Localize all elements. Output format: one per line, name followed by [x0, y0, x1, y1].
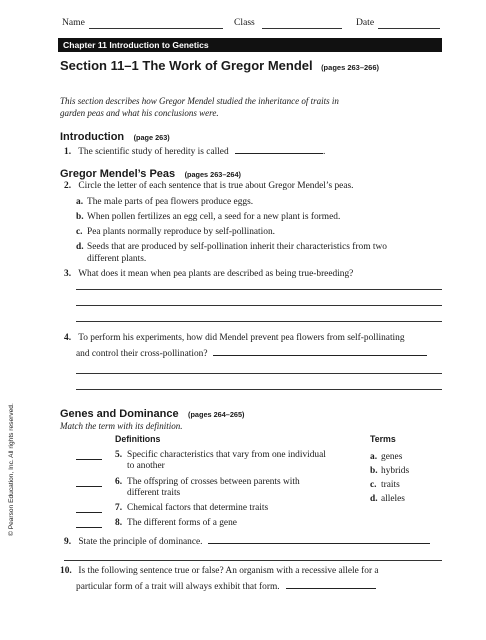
question-9-answer-inline[interactable]: [208, 535, 430, 544]
question-3-answer-line-3[interactable]: [76, 321, 442, 322]
term-d-text: alleles: [381, 494, 405, 504]
question-4: [64, 332, 405, 344]
name-field-line[interactable]: [89, 28, 223, 29]
question-1-end: .: [323, 147, 326, 157]
choice-c[interactable]: [76, 226, 275, 238]
choice-a[interactable]: [76, 196, 253, 208]
definition-5-blank[interactable]: [76, 459, 102, 460]
definition-8-blank[interactable]: [76, 527, 102, 528]
date-label: Date: [356, 17, 375, 28]
chapter-banner: Chapter 11 Introduction to Genetics: [58, 38, 442, 52]
definition-6-blank[interactable]: [76, 486, 102, 487]
introduction-heading: [60, 127, 170, 145]
choice-c-text: Pea plants normally reproduce by self-pollination.: [87, 227, 275, 237]
definition-5-number: 5.: [115, 450, 123, 460]
genes-heading-text: Genes and Dominance: [60, 408, 179, 420]
term-c: [370, 479, 400, 491]
question-1-text: The scientific study of heredity is called: [78, 147, 229, 157]
introduction-pages: (page 263): [133, 133, 170, 142]
definition-8-line-1: The different forms of a gene: [127, 518, 237, 528]
choice-c-letter[interactable]: c.: [76, 227, 83, 237]
question-10-line-2: particular form of a trait will always exhibit that form.: [76, 582, 280, 592]
copyright-notice: © Pearson Education, Inc. All rights reserved.: [8, 403, 15, 536]
question-1-answer-line[interactable]: [235, 145, 323, 154]
term-a-text: genes: [381, 452, 403, 462]
question-3: [64, 268, 353, 280]
name-label: Name: [62, 17, 85, 28]
section-title-pages: (pages 263–266): [321, 63, 380, 72]
question-4-answer-line-2[interactable]: [76, 389, 442, 390]
question-9: [64, 535, 430, 548]
question-9-text: State the principle of dominance.: [78, 537, 203, 547]
intro-line-2: garden peas and what his conclusions were.: [60, 107, 219, 118]
intro-line-1: This section describes how Gregor Mendel studied the inheritance of traits in: [60, 96, 339, 106]
definition-8: [115, 517, 237, 529]
question-10-answer-line[interactable]: [286, 580, 376, 589]
question-2-number: 2.: [64, 181, 72, 191]
peas-pages: (pages 263–264): [184, 170, 241, 179]
question-4-answer-inline[interactable]: [213, 347, 427, 356]
choice-b[interactable]: [76, 211, 340, 223]
choice-d-line-2: different plants.: [87, 254, 147, 264]
definition-7-blank[interactable]: [76, 512, 102, 513]
peas-heading-text: Gregor Mendel’s Peas: [60, 168, 176, 180]
term-c-letter: c.: [370, 480, 377, 490]
definition-7: [115, 502, 268, 514]
introduction-heading-text: Introduction: [60, 131, 125, 143]
term-b-letter: b.: [370, 466, 378, 476]
definition-5-line-1: Specific characteristics that vary from one individual: [127, 450, 326, 460]
question-4-line-1: To perform his experiments, how did Mendel prevent pea flowers from self-pollinating: [78, 333, 405, 343]
choice-a-text: The male parts of pea flowers produce eggs.: [87, 197, 254, 207]
term-d-letter: d.: [370, 494, 378, 504]
definition-7-line-1: Chemical factors that determine traits: [127, 503, 269, 513]
question-10-line-2-row: [76, 580, 376, 593]
class-label: Class: [234, 17, 255, 28]
choice-d[interactable]: [76, 241, 387, 253]
definition-8-number: 8.: [115, 518, 123, 528]
question-1-number: 1.: [64, 147, 72, 157]
question-4-line-2: and control their cross-pollination?: [76, 349, 208, 359]
definition-5-line-2: to another: [127, 461, 165, 471]
section-title-text: Section 11–1 The Work of Gregor Mendel: [60, 58, 313, 73]
genes-pages: (pages 264–265): [188, 410, 245, 419]
term-b-text: hybrids: [381, 466, 410, 476]
term-a-letter: a.: [370, 452, 378, 462]
choice-b-text: When pollen fertilizes an egg cell, a seed for a new plant is formed.: [87, 212, 341, 222]
terms-header: Terms: [370, 434, 396, 444]
question-2-text: Circle the letter of each sentence that is true about Gregor Mendel’s peas.: [78, 181, 354, 191]
question-9-answer-line[interactable]: [64, 560, 442, 561]
term-d: [370, 493, 405, 505]
question-9-number: 9.: [64, 537, 72, 547]
choice-b-letter[interactable]: b.: [76, 212, 84, 222]
choice-a-letter[interactable]: a.: [76, 197, 84, 207]
date-field-line[interactable]: [378, 28, 440, 29]
question-3-answer-line-1[interactable]: [76, 289, 442, 290]
question-10-line-1: Is the following sentence true or false? An organism with a recessive allele for a: [78, 566, 379, 576]
question-10-number: 10.: [60, 566, 72, 576]
question-2: [64, 180, 354, 192]
question-3-answer-line-2[interactable]: [76, 305, 442, 306]
definition-6-number: 6.: [115, 477, 123, 487]
intro-paragraph: [60, 96, 339, 119]
choice-d-letter[interactable]: d.: [76, 242, 84, 252]
term-b: [370, 465, 409, 477]
definition-6-line-1: The offspring of crosses between parents with: [127, 477, 300, 487]
question-4-number: 4.: [64, 333, 72, 343]
question-3-number: 3.: [64, 269, 72, 279]
question-4-answer-line-1[interactable]: [76, 373, 442, 374]
question-1: [64, 145, 325, 158]
section-title: [60, 57, 379, 75]
term-a: [370, 451, 402, 463]
term-c-text: traits: [381, 480, 400, 490]
definitions-header: Definitions: [115, 434, 161, 444]
class-field-line[interactable]: [262, 28, 342, 29]
genes-instruction: Match the term with its definition.: [60, 421, 183, 431]
question-3-text: What does it mean when pea plants are described as being true-breeding?: [78, 269, 354, 279]
choice-d-text: Seeds that are produced by self-pollination inherit their characteristics from two: [87, 242, 387, 252]
question-4-line-2-row: [76, 347, 427, 360]
definition-6-line-2: different traits: [127, 488, 181, 498]
definition-7-number: 7.: [115, 503, 123, 513]
question-10: [60, 565, 379, 577]
